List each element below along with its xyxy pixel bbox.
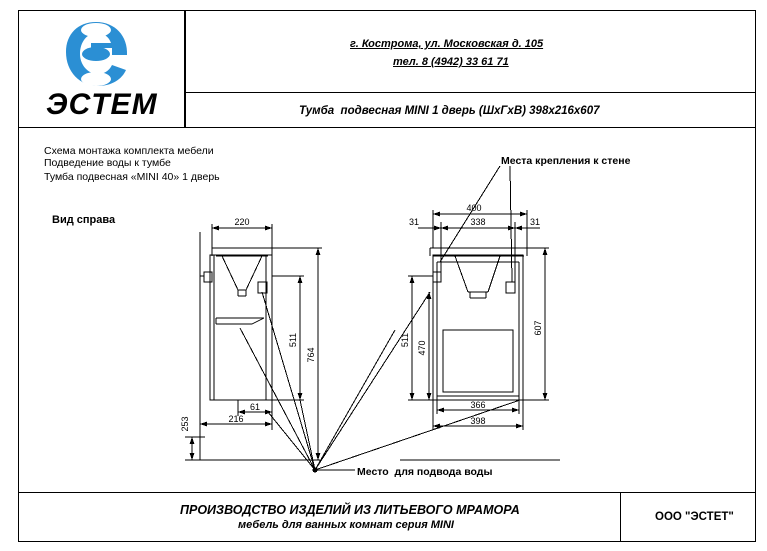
dim-front-31-right: 31	[529, 217, 541, 227]
water-supply-label: Место для подвода воды	[357, 466, 493, 478]
dim-front-31-left: 31	[408, 217, 420, 227]
dim-side-220: 220	[234, 217, 250, 227]
note-line-3: Тумба подвесная «MINI 40» 1 дверь	[44, 171, 220, 183]
dim-front-511: 511	[400, 332, 410, 348]
dim-side-216: 216	[228, 414, 244, 424]
company-address-line1: г. Кострома, ул. Московская д. 105	[350, 38, 544, 50]
footer-line-2: мебель для ванных комнат серия MINI	[238, 519, 454, 531]
note-line-1: Схема монтажа комплекта мебели	[44, 145, 214, 157]
dim-front-607: 607	[533, 320, 543, 336]
dim-side-61: 61	[249, 402, 261, 412]
dim-front-398: 398	[470, 416, 486, 426]
dim-side-764: 764	[306, 347, 316, 363]
dim-front-366: 366	[470, 400, 486, 410]
company-phone: тел. 8 (4942) 33 61 71	[393, 56, 509, 68]
dim-front-470: 470	[417, 340, 427, 356]
dim-side-511: 511	[288, 332, 298, 348]
dim-side-253: 253	[180, 416, 190, 432]
logo-wordmark: ЭСTЕM	[46, 88, 158, 121]
dim-front-400: 400	[466, 203, 482, 213]
footer-line-1: ПРОИЗВОДСТВО ИЗДЕЛИЙ ИЗ ЛИТЬЕВОГО МРАМОРА	[180, 503, 520, 517]
note-line-2: Подведение воды к тумбе	[44, 157, 171, 169]
view-label-right: Вид справа	[52, 214, 116, 226]
dim-front-338: 338	[470, 217, 486, 227]
wall-mount-label: Места крепления к стене	[501, 155, 631, 167]
product-title: Тумба подвесная MINI 1 дверь (ШхГхВ) 398х216х607	[299, 105, 600, 117]
footer-company: ООО "ЭСТЕТ"	[655, 511, 734, 523]
